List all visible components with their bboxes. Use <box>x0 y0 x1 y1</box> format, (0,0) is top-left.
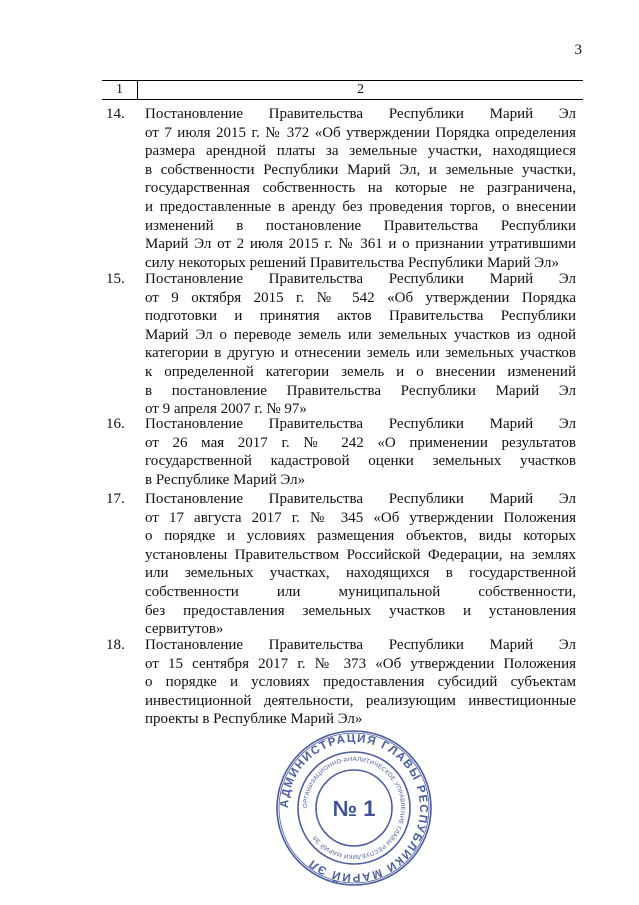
entry-line: Марий Эл от 2 июля 2015 г. № 361 и о признании утратившими <box>145 236 576 253</box>
entry-number: 15. <box>106 271 125 287</box>
entry-line: или земельных участках, находящихся в государственной <box>145 565 576 582</box>
entry-line: от 9 октября 2015 г. № 542 «Об утверждении Порядка <box>145 289 576 306</box>
table-header <box>102 80 583 100</box>
table-header-col1: 1 <box>102 81 138 99</box>
entry-line: и предоставленные в аренду без проведения торгов, о внесении <box>145 199 576 215</box>
entry-line: Постановление Правительства Республики Марий Эл <box>145 637 576 653</box>
entry-line: в постановление Правительства Республики Марий Эл <box>145 382 576 399</box>
entry-line: изменений в постановление Правительства Республики <box>145 217 576 234</box>
entry-line: собственности или муниципальной собственности, <box>145 584 576 600</box>
official-stamp <box>274 728 434 888</box>
entry-number: 17. <box>106 491 125 507</box>
entry-line: от 26 мая 2017 г. № 242 «О применении результатов <box>145 434 576 451</box>
entry-line: категории в другую и отнесении земель или земельных участков <box>145 345 576 362</box>
entry-line: размера арендной платы за земельные участки, находящиеся <box>145 143 576 160</box>
stamp-inner-text: ОРГАНИЗАЦИОННО-АНАЛИТИЧЕСКОЕ УПРАВЛЕНИЕ ГЛАВЫ РЕСПУБЛИКИ МАРИЙ ЭЛ <box>302 756 406 860</box>
entry-line: от 7 июля 2015 г. № 372 «Об утверждении Порядка определения <box>145 124 576 141</box>
entry-line: в собственности Республики Марий Эл, и земельные участки, <box>145 161 576 178</box>
entry-line: проекты в Республике Марий Эл» <box>145 711 363 728</box>
table-header-col2: 2 <box>357 82 364 97</box>
entry-line: силу некоторых решений Правительства Республики Марий Эл» <box>145 254 559 271</box>
entry-line: инвестиционной деятельности, реализующим инвестиционные <box>145 692 576 709</box>
stamp-number: № 1 <box>332 796 376 821</box>
entry-line: подготовки и принятия актов Правительства Республики <box>145 308 576 325</box>
entry-line: без предоставления земельных участков и установления <box>145 602 576 619</box>
entry-line: установлены Правительством Российской Федерации, на землях <box>145 546 576 563</box>
entry-number: 18. <box>106 637 125 653</box>
entry-line: Постановление Правительства Республики Марий Эл <box>145 271 576 287</box>
entry-line: к определенной категории земель и о внесении изменений <box>145 364 576 380</box>
page-number: 3 <box>574 42 582 58</box>
entry-line: от 9 апреля 2007 г. № 97» <box>145 401 307 418</box>
entry-line: Постановление Правительства Республики Марий Эл <box>145 106 576 122</box>
entry-line: государственной кадастровой оценки земельных участков <box>145 453 576 470</box>
entry-line: Марий Эл о переводе земель или земельных участков из одной <box>145 326 576 343</box>
entry-line: сервитутов» <box>145 621 224 638</box>
entry-line: о порядке и условиях предоставления субсидий субъектам <box>145 674 576 691</box>
entry-line: государственная собственность на которые не разграничена, <box>145 180 576 197</box>
entry-line: от 17 августа 2017 г. № 345 «Об утверждении Положения <box>145 509 576 526</box>
entry-line: от 15 сентября 2017 г. № 373 «Об утверждении Положения <box>145 655 576 672</box>
entry-line: Постановление Правительства Республики Марий Эл <box>145 491 576 507</box>
entry-line: о порядке и условиях размещения объектов, виды которых <box>145 528 576 545</box>
entry-line: Постановление Правительства Республики Марий Эл <box>145 416 576 432</box>
entry-number: 16. <box>106 416 125 432</box>
entry-number: 14. <box>106 106 125 122</box>
entry-line: в Республике Марий Эл» <box>145 471 306 488</box>
stamp-outer-text: АДМИНИСТРАЦИЯ ГЛАВЫ РЕСПУБЛИКИ МАРИЙ ЭЛ <box>278 732 430 884</box>
